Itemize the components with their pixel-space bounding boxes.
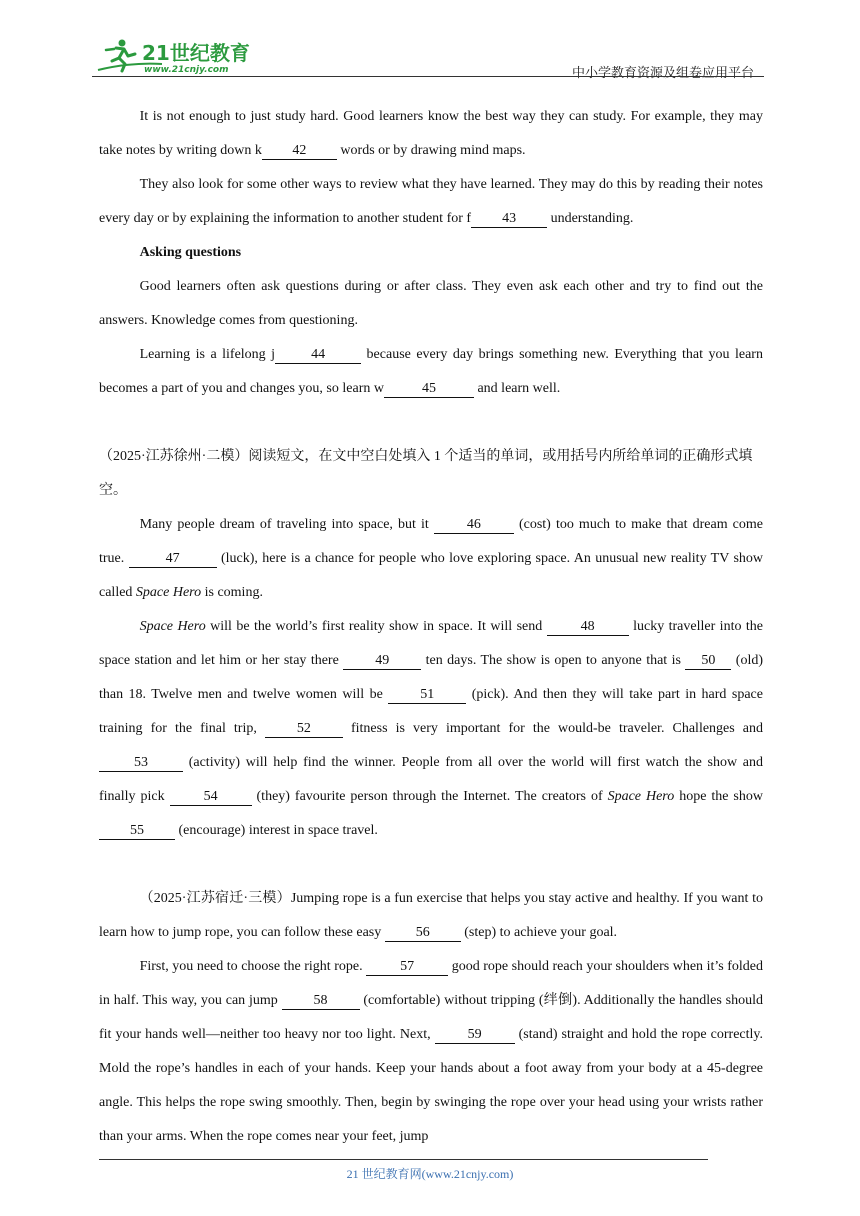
blank-50[interactable]: 50 [685, 652, 731, 670]
blank-49[interactable]: 49 [343, 652, 421, 670]
blank-46[interactable]: 46 [434, 516, 514, 534]
blank-44[interactable]: 44 [275, 346, 361, 364]
document-body [99, 100, 763, 1154]
page-header [92, 36, 764, 78]
blank-54[interactable]: 54 [170, 788, 252, 806]
blank-58[interactable]: 58 [282, 992, 360, 1010]
blank-45[interactable]: 45 [384, 380, 474, 398]
paragraph: Learning is a lifelong j 44 because every day brings something new. Everything that you learn becomes a part of you and changes you, so learn w 45 and learn well. [99, 347, 763, 396]
blank-52[interactable]: 52 [265, 720, 343, 738]
logo-url: www.21cnjy.com [144, 65, 229, 75]
blank-56[interactable]: 56 [385, 924, 461, 942]
site-logo [92, 36, 262, 76]
blank-43[interactable]: 43 [471, 210, 547, 228]
paragraph: First, you need to choose the right rope. 57 good rope should reach your shoulders when it’s folded in half. This way, you can jump 58 (comfortable) without tripping (绊倒). Additionally the handles should fit your hands well—neither too heavy nor too light. Next, 59 (stand) straight and hold the rope correctly. Mold the rope’s handles in each of your hands. Keep your hands about a foot away from your body at a 45-degree angle. This helps the rope swing smoothly. Then, begin by swinging the rope over your head using your wrists rather than your arms. When the rope comes near your feet, jump [99, 959, 763, 1144]
blank-53[interactable]: 53 [99, 754, 183, 772]
logo-text: 21世纪教育 [142, 41, 250, 65]
paragraph: It is not enough to just study hard. Good learners know the best way they can study. For example, they may take notes by writing down k 42 words or by drawing mind maps. [99, 109, 763, 158]
paragraph: Space Hero will be the world’s first reality show in space. It will send 48 lucky traveller into the space station and let him or her stay there 49 ten days. The show is open to anyone that is 50 (old) than 18. Twelve men and twelve women will be 51 (pick). And then they will take part in hard space training for the final trip, 52 fitness is very important for the would-be traveler. Challenges and 53 (activity) will help find the winner. People from all over the world will first watch the show and finally pick 54 (they) favourite person through the Internet. The creators of Space Hero hope the show 55 (encourage) interest in space travel. [99, 619, 763, 838]
header-divider [92, 76, 764, 77]
blank-47[interactable]: 47 [129, 550, 217, 568]
question-instruction: （2025·江苏徐州·二模）阅读短文，在文中空白处填入 1 个适当的单词，或用括号内所给单词的正确形式填空。 [99, 449, 753, 498]
platform-name: 中小学教育资源及组卷应用平台 [571, 65, 754, 80]
paragraph: They also look for some other ways to review what they have learned. They may do this by reading their notes every day or by explaining the information to another student for f 43 understanding. [99, 177, 763, 226]
blank-51[interactable]: 51 [388, 686, 466, 704]
footer-divider [99, 1159, 708, 1160]
section-heading: Asking questions [139, 245, 242, 260]
footer-text: 21 世纪教育网(www.21cnjy.com) [346, 1167, 514, 1181]
blank-48[interactable]: 48 [547, 618, 629, 636]
paragraph: Good learners often ask questions during or after class. They even ask each other and try to find out the answers. Knowledge comes from questioning. [99, 279, 763, 328]
paragraph: （2025·江苏宿迁·三模）Jumping rope is a fun exercise that helps you stay active and healthy. If you want to learn how to jump rope, you can follow these easy 56 (step) to achieve your goal. [99, 891, 763, 940]
blank-55[interactable]: 55 [99, 822, 175, 840]
blank-42[interactable]: 42 [262, 142, 337, 160]
paragraph: Many people dream of traveling into space, but it 46 (cost) too much to make that dream come true. 47 (luck), here is a chance for people who love exploring space. An unusual new reality TV show called Space Hero is coming. [99, 517, 764, 600]
blank-59[interactable]: 59 [435, 1026, 515, 1044]
blank-57[interactable]: 57 [366, 958, 448, 976]
